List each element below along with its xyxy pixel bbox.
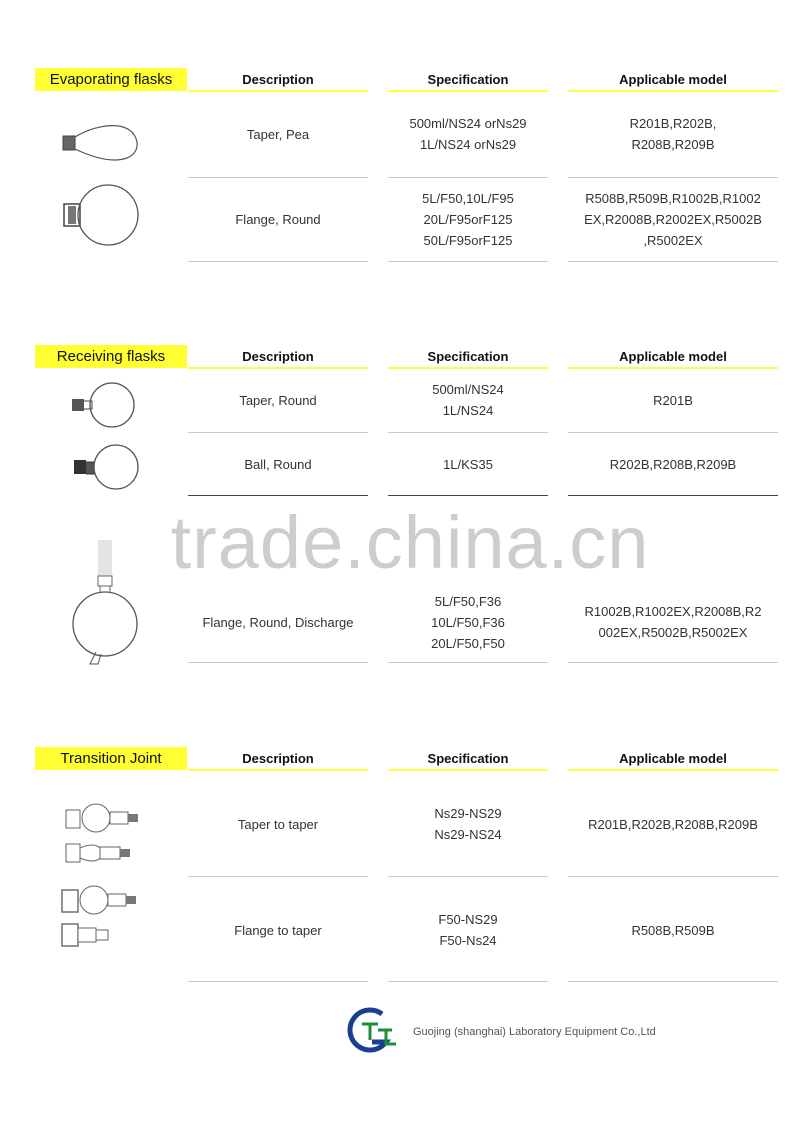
header-underline xyxy=(188,769,368,771)
ball-joint-flask-icon xyxy=(70,440,142,496)
trans-row2-description: Flange to taper xyxy=(234,922,322,938)
row-divider xyxy=(388,495,548,496)
trans-row1-description: Taper to taper xyxy=(237,816,319,832)
trans-row1-spec: Ns29-NS29 Ns29-NS24 xyxy=(434,806,502,842)
header-model: Applicable model xyxy=(619,751,727,766)
evap-row2-description: Flange, Round xyxy=(235,211,321,227)
taper-joint-icon xyxy=(64,802,144,866)
row-divider xyxy=(188,261,368,262)
row-divider xyxy=(568,432,778,433)
row-divider xyxy=(388,662,548,663)
recv-row2-description: Ball, Round xyxy=(244,456,312,472)
flange-joint-icon xyxy=(60,884,144,950)
header-underline xyxy=(568,769,778,771)
row-divider xyxy=(568,876,778,877)
header-underline xyxy=(188,90,368,92)
row-divider xyxy=(188,876,368,877)
row-divider xyxy=(388,177,548,178)
recv-row1-description: Taper, Round xyxy=(239,392,317,408)
trans-row2-model: R508B,R509B xyxy=(631,922,715,938)
row-divider xyxy=(568,261,778,262)
header-specification: Specification xyxy=(427,72,509,87)
recv-row2-model: R202B,R208B,R209B xyxy=(609,456,737,472)
pear-flask-icon xyxy=(55,112,145,174)
recv-row3-description: Flange, Round, Discharge xyxy=(202,614,354,630)
header-underline xyxy=(568,367,778,369)
section-title-receiving: Receiving flasks xyxy=(35,345,187,368)
header-underline xyxy=(388,90,548,92)
evap-row1-model: R201B,R202B, R208B,R209B xyxy=(629,116,717,152)
header-underline xyxy=(188,367,368,369)
section-title-transition: Transition Joint xyxy=(35,747,187,770)
evap-row2-model: R508B,R509B,R1002B,R1002 EX,R2008B,R2002EX,R5002B ,R5002EX xyxy=(584,190,762,248)
row-divider xyxy=(388,261,548,262)
header-description: Description xyxy=(242,349,314,364)
company-logo-icon xyxy=(342,1006,404,1056)
row-divider xyxy=(188,981,368,982)
row-divider xyxy=(188,662,368,663)
trans-row2-spec: F50-NS29 F50-Ns24 xyxy=(438,912,498,948)
header-specification: Specification xyxy=(427,751,509,766)
header-underline xyxy=(568,90,778,92)
header-underline xyxy=(388,367,548,369)
recv-row3-model: R1002B,R1002EX,R2008B,R2 002EX,R5002B,R5002EX xyxy=(584,604,762,640)
header-description: Description xyxy=(242,751,314,766)
row-divider xyxy=(188,177,368,178)
row-divider xyxy=(188,495,368,496)
header-model: Applicable model xyxy=(619,72,727,87)
round-flask-flange-icon xyxy=(58,182,148,252)
row-divider xyxy=(568,981,778,982)
recv-row1-spec: 500ml/NS24 1L/NS24 xyxy=(432,382,504,418)
header-model: Applicable model xyxy=(619,349,727,364)
recv-row1-model: R201B xyxy=(653,392,693,408)
row-divider xyxy=(568,495,778,496)
row-divider xyxy=(188,432,368,433)
header-description: Description xyxy=(242,72,314,87)
recv-row3-spec: 5L/F50,F36 10L/F50,F36 20L/F50,F50 xyxy=(431,593,505,651)
watermark: trade.china.cn xyxy=(170,501,650,584)
evap-row1-description: Taper, Pea xyxy=(246,126,310,142)
header-underline xyxy=(388,769,548,771)
round-flask-taper-icon xyxy=(70,377,140,433)
row-divider xyxy=(388,981,548,982)
section-title-evaporating: Evaporating flasks xyxy=(35,68,187,91)
row-divider xyxy=(388,432,548,433)
discharge-flask-icon xyxy=(70,540,150,666)
header-specification: Specification xyxy=(427,349,509,364)
row-divider xyxy=(388,876,548,877)
row-divider xyxy=(568,177,778,178)
trans-row1-model: R201B,R202B,R208B,R209B xyxy=(588,816,758,832)
evap-row2-spec: 5L/F50,10L/F95 20L/F95orF125 50L/F95orF125 xyxy=(422,190,514,248)
recv-row2-spec: 1L/KS35 xyxy=(443,456,493,472)
evap-row1-spec: 500ml/NS24 orNs29 1L/NS24 orNs29 xyxy=(409,116,527,152)
company-name: Guojing (shanghai) Laboratory Equipment Co.,Ltd xyxy=(413,1026,656,1038)
row-divider xyxy=(568,662,778,663)
